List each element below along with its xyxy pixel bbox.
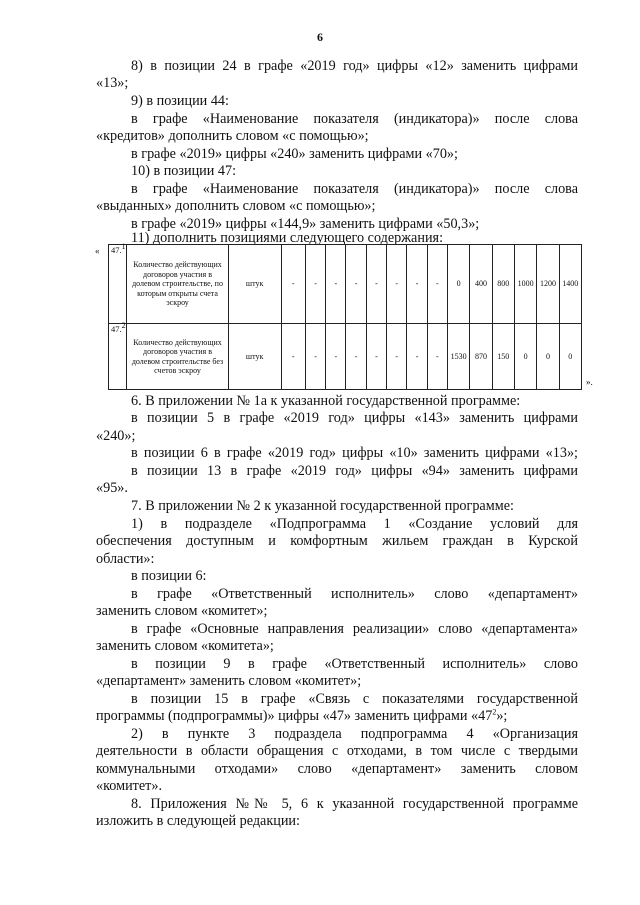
value-cell: 870: [470, 324, 492, 390]
text-line: «240»;: [96, 428, 136, 444]
text-line: 8. Приложения №№ 5, 6 к указанной государственной программе: [131, 796, 578, 812]
text-line: 10) в позиции 47:: [131, 163, 237, 179]
text-line: 9) в позиции 44:: [131, 93, 229, 109]
text-line: 7. В приложении № 2 к указанной государственной программе:: [131, 498, 514, 514]
value-cell: -: [427, 245, 447, 324]
text-line: деятельности в области обращения с отходами, в том числе с твердыми: [96, 743, 578, 759]
text-line: в позиции 5 в графе «2019 год» цифры «143» заменить цифрами: [131, 410, 578, 426]
value-cell: 0: [537, 324, 559, 390]
unit-cell: штук: [228, 245, 281, 324]
text-line: в позиции 6 в графе «2019 год» цифры «10» заменить цифрами «13»;: [131, 445, 578, 461]
value-cell: -: [407, 245, 427, 324]
text-line: 8) в позиции 24 в графе «2019 год» цифры «12» заменить цифрами: [131, 58, 578, 74]
unit-cell: штук: [228, 324, 281, 390]
text-line: изложить в следующей редакции:: [96, 813, 300, 829]
indicators-table: [108, 244, 582, 390]
text-line: в графе «Наименование показателя (индикатора)» после слова: [131, 181, 578, 197]
position-number: 47.$^2$: [109, 324, 127, 390]
text-line: 1) в подразделе «Подпрограмма 1 «Создание условий для: [131, 516, 578, 532]
value-cell: 1000: [514, 245, 536, 324]
value-cell: 0: [514, 324, 536, 390]
text-line: в графе «Основные направления реализации» слово «департамента»: [131, 621, 578, 637]
value-cell: 0: [559, 324, 581, 390]
text-line: области»:: [96, 551, 155, 567]
text-line: «комитет».: [96, 778, 162, 794]
value-cell: -: [281, 245, 305, 324]
text-line: 6. В приложении № 1а к указанной государственной программе:: [131, 393, 521, 409]
value-cell: -: [305, 245, 325, 324]
value-cell: 0: [447, 245, 469, 324]
value-cell: -: [281, 324, 305, 390]
text-line: «13»;: [96, 75, 129, 91]
value-cell: 150: [492, 324, 514, 390]
text-line: в графе «2019» цифры «240» заменить цифрами «70»;: [131, 146, 458, 162]
table-row: [109, 245, 582, 324]
value-cell: 800: [492, 245, 514, 324]
value-cell: -: [407, 324, 427, 390]
text-line: заменить словом «комитета»;: [96, 638, 274, 654]
page-number: 6: [317, 30, 323, 44]
value-cell: -: [387, 324, 407, 390]
text-line: в графе «2019» цифры «144,9» заменить цифрами «50,3»;: [131, 216, 480, 232]
value-cell: -: [326, 245, 346, 324]
value-cell: -: [366, 245, 386, 324]
text-line: «кредитов» дополнить словом «с помощью»;: [96, 128, 369, 144]
value-cell: -: [305, 324, 325, 390]
value-cell: -: [346, 324, 366, 390]
text-line: 11) дополнить позициями следующего содержания:: [131, 230, 444, 246]
text-line: обеспечения доступным и комфортным жильем граждан в Курской: [96, 533, 578, 549]
table-close-quote: ».: [586, 377, 593, 387]
position-number: 47.$^1$: [109, 245, 127, 324]
indicator-name: Количество действующих договоров участия в долевом строительстве, по которым открыты счета эскроу: [127, 245, 229, 324]
text-line: программы (подпрограммы)» цифры «47» заменить цифрами «$47^2$»;: [96, 707, 508, 724]
indicator-name: Количество действующих договоров участия в долевом строительстве без счетов эскроу: [127, 324, 229, 390]
text-line: в графе «Ответственный исполнитель» слово «департамент»: [131, 586, 578, 602]
text-line: заменить словом «комитет»;: [96, 603, 268, 619]
text-line: «департамент» заменить словом «комитет»;: [96, 673, 362, 689]
value-cell: -: [427, 324, 447, 390]
text-line: в графе «Наименование показателя (индикатора)» после слова: [131, 111, 578, 127]
text-line: «95».: [96, 480, 128, 496]
text-line: 2) в пункте 3 подраздела подпрограмма 4 «Организация: [131, 726, 578, 742]
text-line: в позиции 6:: [131, 568, 207, 584]
value-cell: -: [366, 324, 386, 390]
value-cell: -: [387, 245, 407, 324]
value-cell: -: [346, 245, 366, 324]
value-cell: 1530: [447, 324, 469, 390]
value-cell: -: [326, 324, 346, 390]
text-line: коммунальными отходами» слово «департамент» заменить словом: [96, 761, 578, 777]
value-cell: 1200: [537, 245, 559, 324]
text-line: в позиции 15 в графе «Связь с показателями государственной: [131, 691, 578, 707]
table-row: [109, 324, 582, 390]
text-line: «выданных» дополнить словом «с помощью»;: [96, 198, 376, 214]
text-line: в позиции 9 в графе «Ответственный исполнитель» слово: [131, 656, 578, 672]
value-cell: 1400: [559, 245, 581, 324]
value-cell: 400: [470, 245, 492, 324]
table-open-quote: «: [95, 246, 100, 256]
text-line: в позиции 13 в графе «2019 год» цифры «94» заменить цифрами: [131, 463, 578, 479]
